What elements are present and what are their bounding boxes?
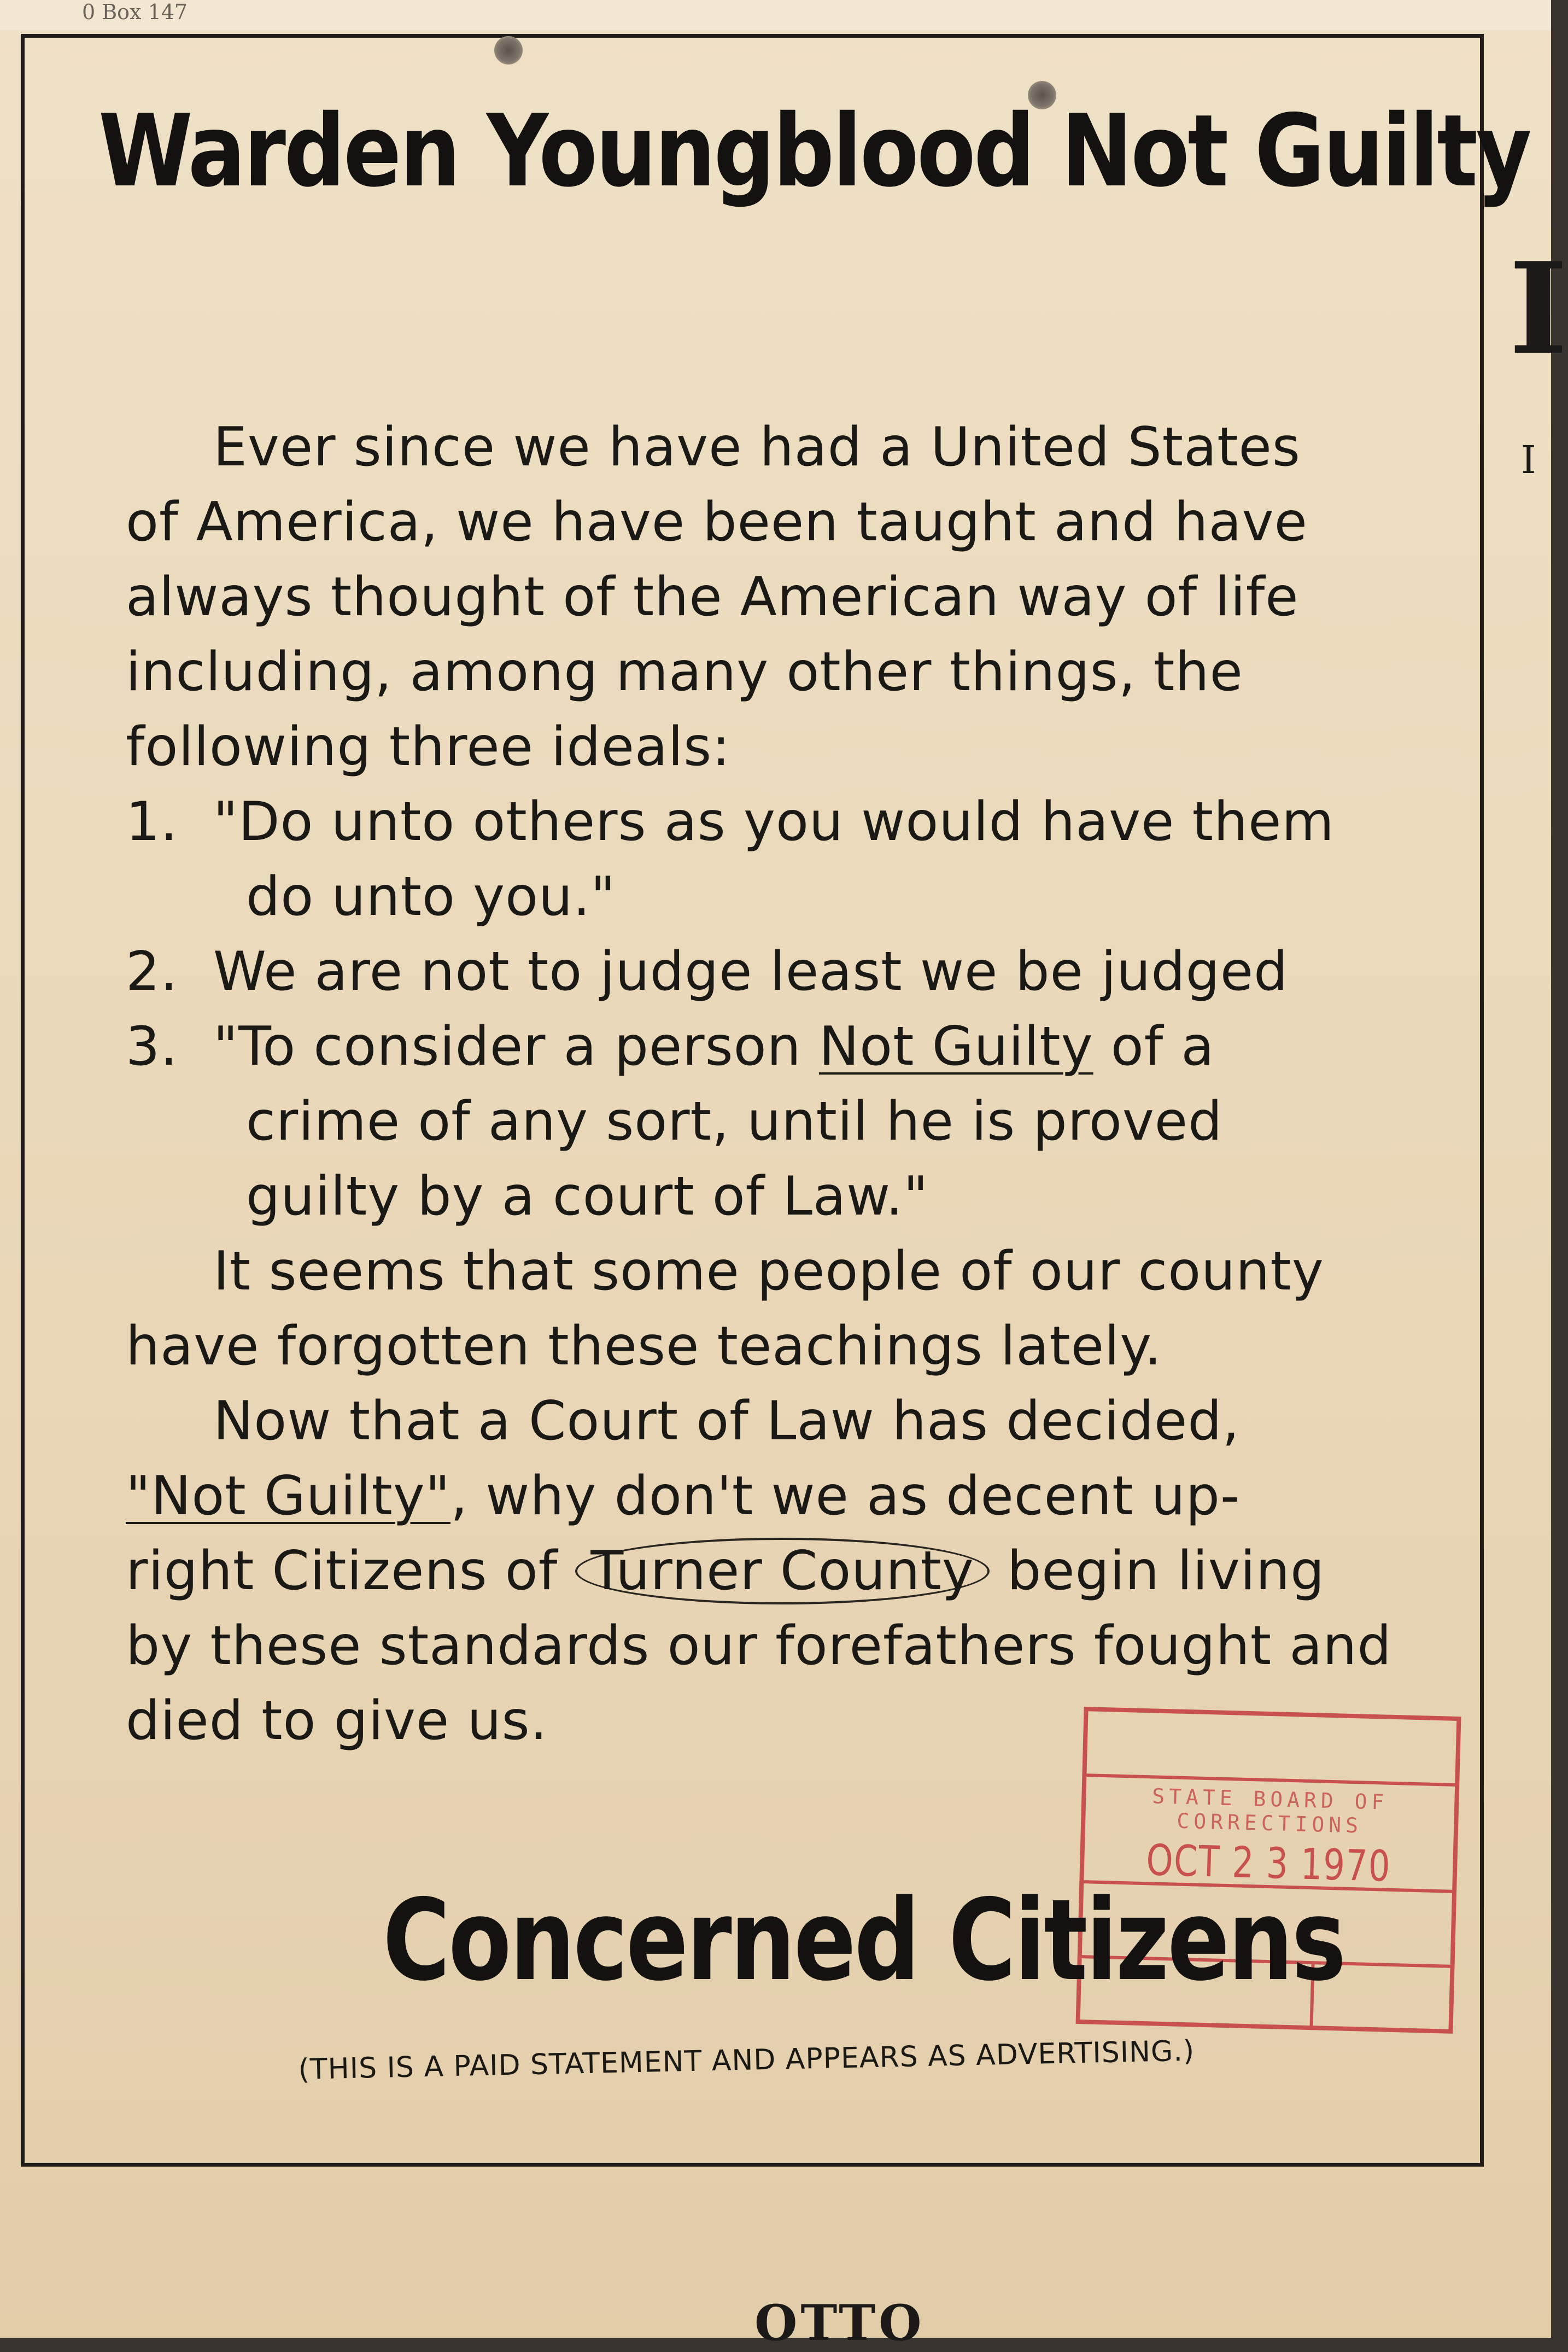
closing-text: begin living [989, 1540, 1325, 1602]
underlined-not-guilty-quote: "Not Guilty" [126, 1465, 450, 1527]
intro-line: of America, we have been taught and have [126, 491, 1308, 553]
bleed-through-letter: I [1509, 235, 1568, 383]
header-scrap-text: 0 Box 147 [82, 0, 188, 24]
ideal-number: 1. [126, 791, 178, 853]
ideal-number: 3. [126, 1015, 178, 1078]
closing-line [126, 1534, 1449, 1609]
forgotten-line: have forgotten these teachings lately. [126, 1315, 1162, 1378]
statement-body [126, 410, 1449, 1759]
circled-turner-county: Turner County [575, 1538, 990, 1604]
signature: Concerned Citizens [383, 1876, 1345, 2006]
intro-line: including, among many other things, the [126, 641, 1243, 703]
closing-line: Now that a Court of Law has decided, [213, 1390, 1240, 1452]
stamp-agency [1085, 1782, 1455, 1840]
stamp-date: OCT 2 3 1970 [1145, 1836, 1392, 1892]
ideal-2 [126, 935, 1449, 1009]
intro-line: Ever since we have had a United States [213, 416, 1301, 478]
stamp-agency-line: STATE BOARD OF [1151, 1784, 1389, 1814]
forgotten-line: It seems that some people of our county [213, 1240, 1324, 1303]
bleed-through-small: I [1521, 437, 1536, 482]
intro-line: always thought of the American way of life [126, 566, 1299, 628]
closing-line: by these standards our forefathers fought and [126, 1615, 1392, 1677]
intro-line: following three ideals: [126, 716, 731, 778]
headline: Warden Youngblood Not Guilty [98, 93, 1530, 209]
stamp-row [1086, 1711, 1456, 1787]
ideal-1 [126, 785, 1449, 860]
ideal-text-before: "To consider a person [213, 1015, 819, 1078]
top-paper-strip [0, 0, 1551, 30]
ideal-text [213, 1009, 1214, 1084]
ideal-continuation: guilty by a court of Law." [246, 1165, 929, 1228]
closing-text: , why don't we as decent up- [450, 1465, 1241, 1527]
ideal-continuation: crime of any sort, until he is proved [246, 1090, 1223, 1153]
ideal-continuation: do unto you." [246, 866, 616, 928]
closing-line [126, 1459, 1449, 1534]
bleed-through-bottom: OTTO [754, 2294, 925, 2352]
ideal-text: We are not to judge least we be judged [213, 941, 1289, 1003]
ideal-3 [126, 1009, 1449, 1084]
closing-text: right Citizens of [126, 1540, 576, 1602]
closing-line: died to give us. [126, 1690, 548, 1752]
ideal-number: 2. [126, 941, 178, 1003]
underlined-not-guilty: Not Guilty [818, 1015, 1093, 1078]
ideal-text-after: of a [1093, 1015, 1215, 1078]
punch-hole-icon [494, 36, 523, 65]
paid-statement-disclaimer: (THIS IS A PAID STATEMENT AND APPEARS AS ADVERTISING.) [298, 2034, 1195, 2086]
stamp-agency-line: CORRECTIONS [1176, 1808, 1363, 1838]
ideal-text: "Do unto others as you would have them [213, 791, 1335, 853]
